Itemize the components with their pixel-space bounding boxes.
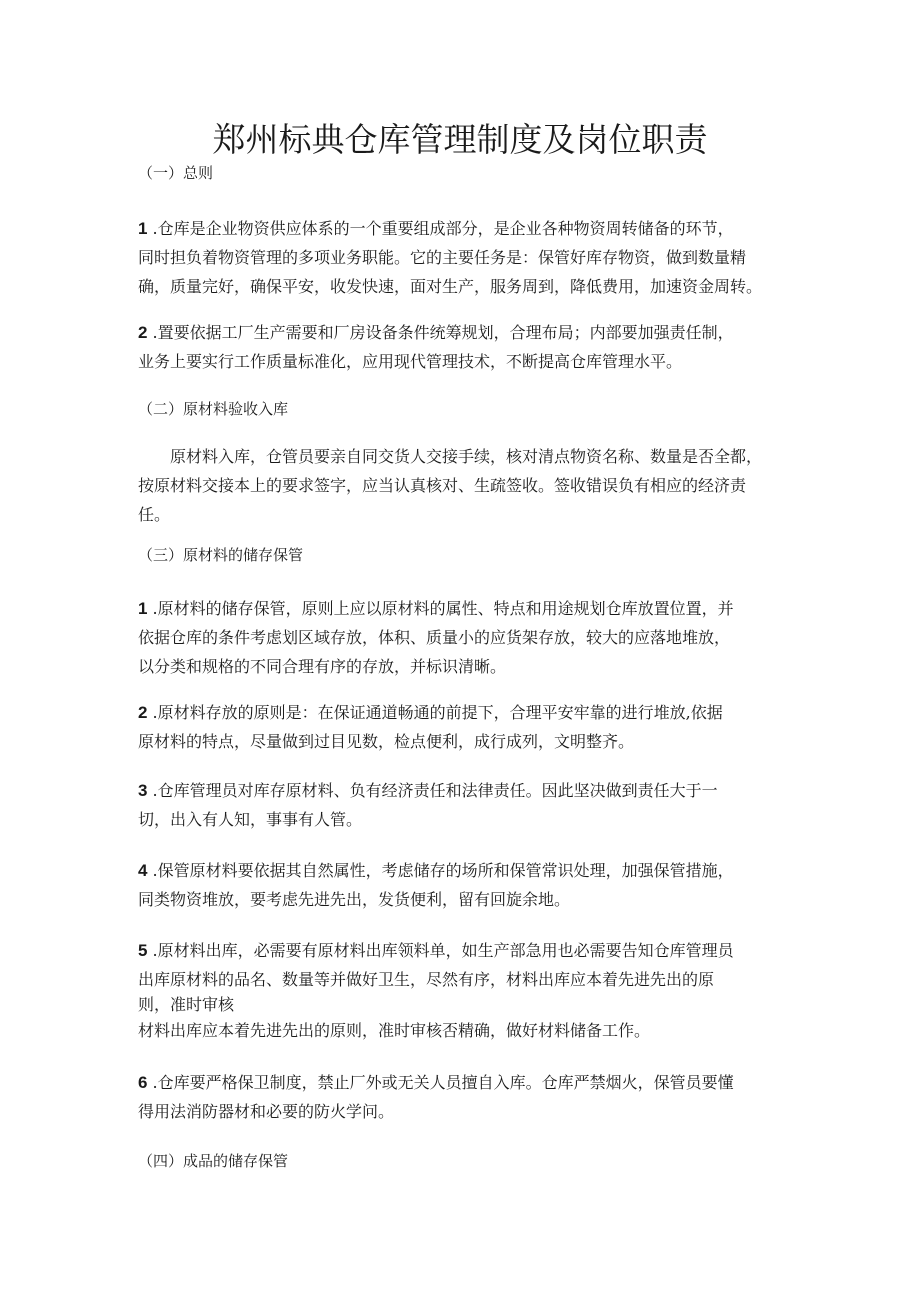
paragraph-line: 出库原材料的品名、数量等并做好卫生，尽然有序，材料出库应本着先进先出的原 [138,970,715,989]
paragraph-storage-3 [138,776,788,834]
line-text: .仓库要严格保卫制度，禁止厂外或无关人员擅自入库。仓库严禁烟火，保管员要懂 [147,1073,734,1092]
section-heading-general: （一）总则 [138,164,214,182]
paragraph-line [138,776,788,805]
paragraph-line: 任。 [138,505,171,524]
paragraph-line: 同类物资堆放，要考虑先进先出，发货便利，留有回旋余地。 [138,890,571,909]
line-text: .仓库管理员对库存原材料、负有经济责任和法律责任。因此坚决做到责任大于一 [147,781,718,800]
paragraph-line [138,594,788,623]
item-number: 2 [138,703,148,722]
paragraph-line [138,318,788,347]
paragraph-line [138,936,788,965]
section-heading-receiving: （二）原材料验收入库 [138,400,289,418]
paragraph-line: 则，准时审核 [138,995,235,1014]
item-number: 1 [138,219,148,238]
paragraph-line: 按原材料交接本上的要求签字，应当认真核对、生疏签收。签收错误负有相应的经济责 [138,476,747,495]
paragraph-line: 材料出库应本着先进先出的原则，准时审核否精确，做好材料储备工作。 [138,1021,651,1040]
paragraph-line: 原材料的特点，尽量做到过目见数，检点便利，成行成列，文明整齐。 [138,732,635,751]
paragraph-line [138,1068,788,1097]
section-heading-storage: （三）原材料的储存保管 [138,546,304,564]
paragraph-line: 业务上要实行工作质量标准化，应用现代管理技术，不断提高仓库管理水平。 [138,352,683,371]
paragraph-line [138,856,788,885]
line-text: .置要依据工厂生产需要和厂房设备条件统筹规划，合理布局；内部要加强责任制， [147,323,734,342]
paragraph-line: 原材料入库，仓管员要亲自同交货人交接手续，核对清点物资名称、数量是否全都， [138,447,763,466]
paragraph-line: 得用法消防器材和必要的防火学问。 [138,1102,395,1121]
line-text: .原材料出库，必需要有原材料出库领料单，如生产部急用也必需要告知仓库管理员 [147,941,734,960]
item-number: 6 [138,1073,148,1092]
paragraph-line: 以分类和规格的不同合理有序的存放，并标识清晰。 [138,657,507,676]
paragraph-storage-4 [138,856,788,914]
item-number: 2 [138,323,148,342]
paragraph-line: 同时担负着物资管理的多项业务职能。它的主要任务是：保管好库存物资，做到数量精 [138,248,747,267]
item-number: 1 [138,599,148,618]
paragraph-line [138,698,788,727]
paragraph-receiving [138,442,788,529]
section-heading-finished-goods: （四）成品的储存保管 [138,1152,289,1170]
line-text: .仓库是企业物资供应体系的一个重要组成部分，是企业各种物资周转储备的环节， [147,219,734,238]
paragraph-line: 切，出入有人知，事事有人管。 [138,810,363,829]
item-number: 4 [138,861,148,880]
line-text: .原材料存放的原则是：在保证通道畅通的前提下，合理平安牢靠的进行堆放,依据 [147,703,723,722]
paragraph-line [138,214,788,243]
item-number: 3 [138,781,148,800]
line-text: .保管原材料要依据其自然属性，考虑储存的场所和保管常识处理，加强保管措施， [147,861,734,880]
paragraph-general-1 [138,214,788,301]
paragraph-storage-2 [138,698,788,756]
document-title: 郑州标典仓库管理制度及岗位职责 [212,120,708,159]
line-text: .原材料的储存保管，原则上应以原材料的属性、特点和用途规划仓库放置位置，并 [147,599,734,618]
paragraph-storage-6 [138,1068,788,1126]
paragraph-line: 依据仓库的条件考虑划区域存放，体积、质量小的应货架存放，较大的应落地堆放， [138,628,731,647]
paragraph-storage-1 [138,594,788,681]
item-number: 5 [138,941,148,960]
paragraph-general-2 [138,318,788,376]
paragraph-storage-5 [138,936,788,1045]
paragraph-line: 确，质量完好，确保平安，收发快速，面对生产，服务周到，降低费用，加速资金周转。 [138,277,763,296]
